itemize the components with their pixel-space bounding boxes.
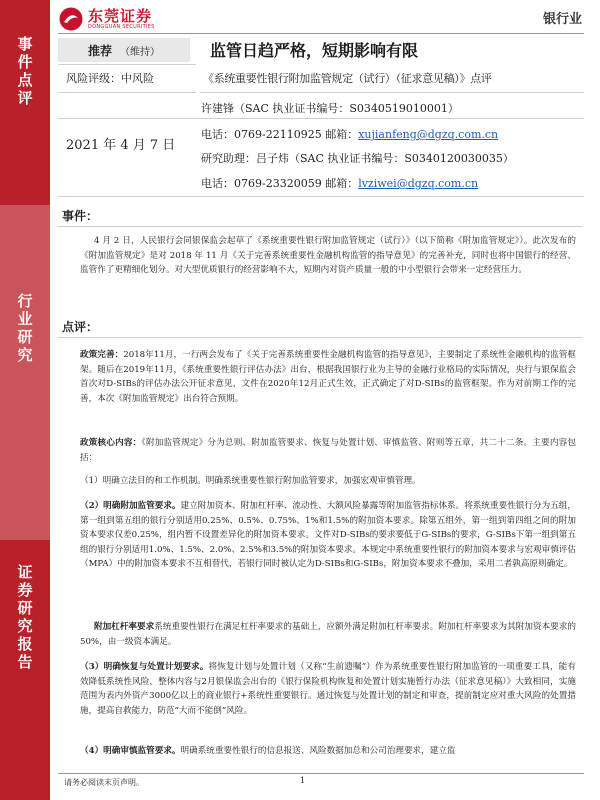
item-3-paragraph — [80, 660, 576, 718]
brand-logo-icon — [58, 6, 84, 32]
sidebar-segment-event — [0, 0, 50, 205]
assistant-line: 研究助理：吕子炜（SAC 执业证书编号：S0340120030035） — [201, 152, 514, 165]
policy-improvement-label: 政策完善： — [80, 350, 124, 360]
sidebar-segment-industry — [0, 205, 50, 540]
leverage-label: 附加杠杆率要求 — [94, 622, 155, 632]
recommendation: 推荐 — [87, 43, 112, 58]
leverage-paragraph — [80, 620, 576, 649]
section-rule — [58, 226, 582, 227]
sidebar — [0, 0, 50, 800]
sidebar-label-report: 证券研究报告 — [15, 564, 34, 672]
industry-label: 银行业 — [542, 12, 582, 27]
footer-disclaimer: 请务必阅读末页声明。 — [64, 778, 144, 787]
divider — [58, 118, 584, 119]
core-content-paragraph — [80, 436, 576, 465]
divider — [200, 92, 584, 93]
item-1-text: （1）明确立法目的和工作机制。明确系统重要性银行附加监管要求，加强宏观审慎管理。 — [80, 476, 421, 486]
header-divider — [58, 33, 584, 34]
brand-logo-cn: 东莞证券 — [88, 6, 153, 25]
policy-improvement-text: 2018年11月，一行两会发布了《关于完善系统重要性金融机构监管的指导意见》，主要制定了系统性金融机构的监管框架。随后在2019年11月，《系统重要性银行评估办法》出台，根据我国银行业为主导的金融行业格局的实际情况，央行与银保监会首次对D-SIBs的评估办法公开征求意见，文件在2020年12月正式生效，正式确定了对D-SIBs的监管框架。作为对前期工作的完善，本次《附加监管规定》出台符合预期。 — [80, 350, 576, 404]
leverage-text: 系统重要性银行在满足杠杆率要求的基础上，应额外满足附加杠杆率要求。附加杠杆率要求为其附加资本要求的50%，由一级资本满足。 — [80, 622, 576, 647]
analyst-line: 许建锋（SAC 执业证书编号：S0340519010001） — [201, 102, 459, 115]
item-2-text: 建立附加资本、附加杠杆率、流动性、大额风险暴露等附加监管指标体系。将系统重要性银行分为五组，第一组到第五组的银行分别适用0.25%、0.5%、0.75%、1%和1.5%的附加资本要求。除第五组外，第一组到第四组之间的附加资本要求仅差0.25%，组内暂不设置差异化的附加资本要求。文件对D-SIBs的要求要低于G-SIBs的要求，G-SIBs下第一组到第五组的银行分别适用1.0%、1.5%、2.0%、2.5%和3.5%的附加资本要求。本规定中系统重要性银行的附加资本要求与宏观审慎评估（MPA）中的附加资本要求不互相替代，若银行同时被认定为D-SIBs和G-SIBs，附加资本要求不叠加，采用二者孰高原则确定。 — [80, 501, 576, 570]
event-heading: 事件： — [62, 209, 99, 223]
comment-heading: 点评： — [62, 320, 99, 334]
brand-logo — [58, 6, 155, 32]
sidebar-label-event: 事件点评 — [15, 36, 34, 108]
report-subtitle: 《系统重要性银行附加监管规定（试行）（征求意见稿）》点评 — [203, 72, 492, 85]
assistant-contact — [201, 175, 478, 191]
event-paragraph: 4 月 2 日，人民银行会同银保监会起草了《系统重要性银行附加监管规定（试行）》（以下简称《附加监管规定》）。此次发布的《附加监管规定》是对 2018 年 11 月《关于完善系统重要性金融机构监管的指导意见》的完善补充，同时也将中国银行的经营、监管作了更精细化划分。对大型优质银行的经营影响不大，短期内对资产质量一般的中小型银行会带来一定经营压力。 — [80, 236, 576, 276]
assistant-email-link[interactable]: lvziwei@dgzq.com.cn — [358, 177, 479, 190]
divider — [58, 64, 196, 65]
divider — [58, 196, 584, 197]
item-4-label: （4）明确审慎监管要求。 — [80, 746, 181, 756]
analyst-phone: 电话：0769-22110925 邮箱： — [201, 128, 359, 141]
sidebar-segment-report — [0, 540, 50, 800]
rating-box — [58, 38, 190, 62]
item-4-text: 明确系统重要性银行的信息报送、风险数据加总和公司治理要求，建立监 — [180, 746, 456, 756]
risk-rating: 风险评级：中风险 — [66, 72, 154, 85]
core-content-label: 政策核心内容： — [80, 438, 142, 448]
item-2-paragraph — [80, 499, 576, 572]
page-number: 1 — [300, 776, 306, 785]
footer-divider — [58, 773, 584, 774]
report-date: 2021 年 4 月 7 日 — [66, 138, 176, 153]
item-4-paragraph — [80, 744, 576, 759]
section-rule — [58, 337, 582, 338]
item-3-text: 将恢复计划与处置计划（又称“生前遗嘱”）作为系统重要性银行附加监管的一项重要工具，能有效降低系统性风险，整体内容与2月银保监会出台的《银行保险机构恢复和处置计划实施暂行办法（征求意见稿）》大致相同，实施范围为表内外资产3000亿以上的商业银行+系统性重要银行。通过恢复与处置计划的制定和审查，提前制定应对重大风险的处置措施，提高自救能力，防范“大而不能倒”风险。 — [80, 662, 576, 716]
sidebar-label-industry: 行业研究 — [15, 293, 34, 365]
item-1-paragraph — [80, 474, 576, 489]
brand-logo-en: DONGGUAN SECURITIES — [88, 23, 155, 30]
assistant-phone: 电话：0769-23320059 邮箱： — [201, 177, 359, 190]
policy-improvement-paragraph — [80, 348, 576, 406]
item-3-label: （3）明确恢复与处置计划要求。 — [80, 662, 209, 672]
analyst-contact — [201, 126, 498, 142]
item-2-label: （2）明确附加监管要求。 — [80, 501, 181, 511]
report-title: 监管日趋严格，短期影响有限 — [210, 41, 419, 60]
divider — [58, 92, 196, 93]
core-content-text: 《附加监管规定》分为总则、附加监管要求、恢复与处置计划、审慎监管、附则等五章，共二十二条。主要内容包括： — [80, 438, 576, 463]
analyst-email-link[interactable]: xujianfeng@dgzq.com.cn — [358, 128, 499, 141]
rating-change: （维持） — [120, 46, 160, 58]
